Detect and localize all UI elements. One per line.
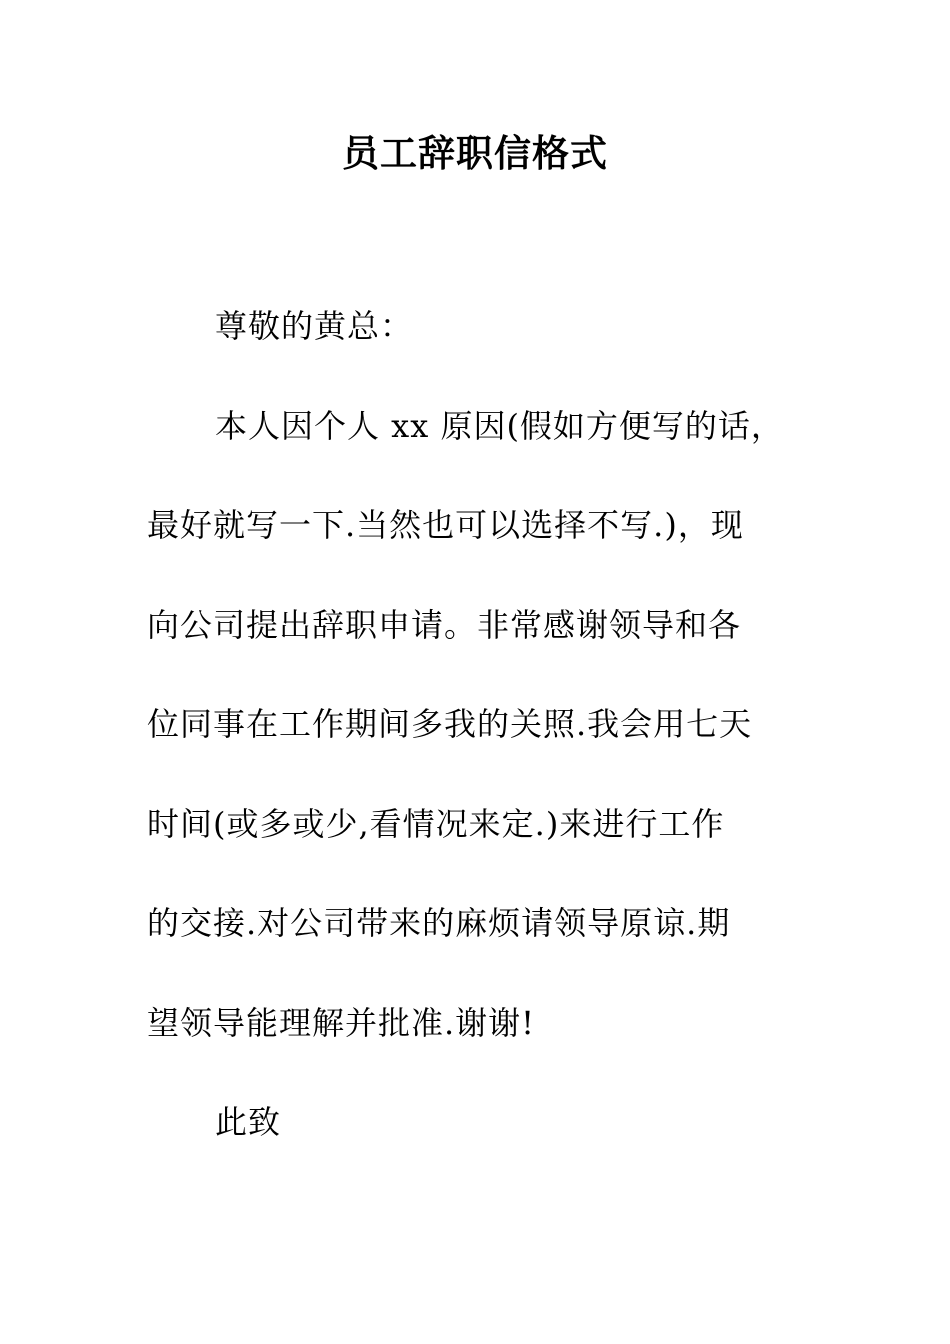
closing: 此致 [215,1103,282,1141]
salutation: 尊敬的黄总： [215,307,414,345]
body-line: 向公司提出辞职申请。非常感谢领导和各 [147,606,742,644]
body-line: 位同事在工作期间多我的关照.我会用七天 [147,705,753,743]
document-title: 员工辞职信格式 [342,132,608,175]
body-line: 时间(或多或少,看情况来定.)来进行工作 [147,805,725,843]
body-line: 本人因个人 xx 原因(假如方便写的话， [215,407,784,445]
body-line: 望领导能理解并批准.谢谢! [147,1004,536,1042]
body-line: 最好就写一下.当然也可以选择不写.)，现 [147,506,744,544]
body-line: 的交接.对公司带来的麻烦请领导原谅.期 [147,904,731,942]
